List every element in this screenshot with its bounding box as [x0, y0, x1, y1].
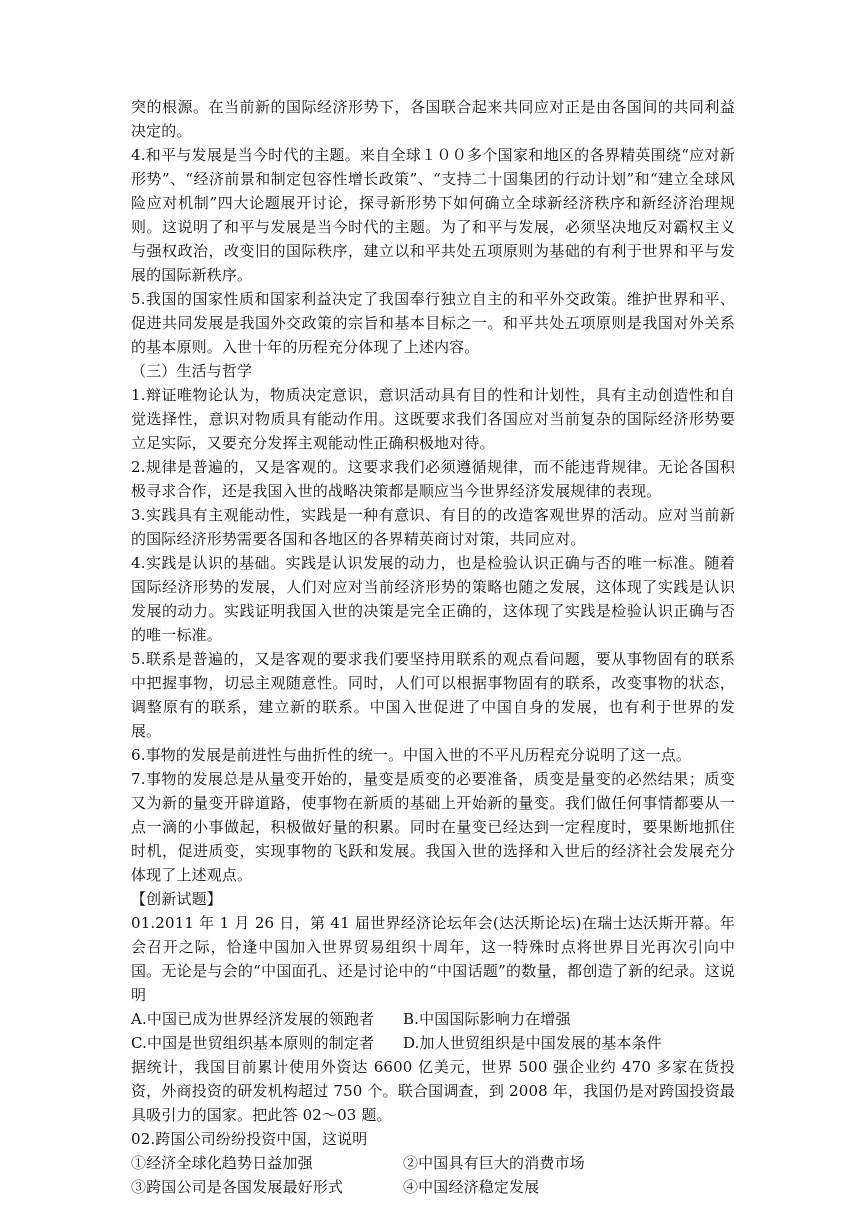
question-02-options-row-2 [131, 1175, 735, 1199]
paragraph-philosophy-6: 6.事物的发展是前进性与曲折性的统一。中国入世的不平凡历程充分说明了这一点。 [131, 746, 692, 764]
option-b: B.中国国际影响力在增强 [403, 1010, 571, 1028]
creative-questions-heading: 【创新试题】 [131, 890, 222, 908]
option-2: ②中国具有巨大的消费市场 [403, 1154, 585, 1172]
question-01-stem: 01.2011 年 1 月 26 日，第 41 届世界经济论坛年会(达沃斯论坛)在瑞士达沃斯开幕。年会召开之际，恰逢中国加入世界贸易组织十周年，这一特殊时点将世界目光再次引向中国。无论是与会的“中国面孔、还是讨论中的“中国话题”的数量，都创造了新的纪录。这说明 [131, 914, 735, 1004]
material-paragraph: 据统计，我国目前累计使用外资达 6600 亿美元，世界 500 强企业约 470 多家在货投资，外商投资的研发机构超过 750 个。联合国调查，到 2008 年，我国仍是对跨国投资最具吸引力的国家。把此答 02～03 题。 [131, 1058, 735, 1124]
paragraph-philosophy-3: 3.实践具有主观能动性，实践是一种有意识、有目的的改造客观世界的活动。应对当前新的国际经济形势需要各国和各地区的各界精英商讨对策，共同应对。 [131, 506, 735, 548]
option-4: ④中国经济稳定发展 [403, 1178, 540, 1196]
option-d: D.加人世贸组织是中国发展的基本条件 [403, 1034, 662, 1052]
option-1: ①经济全球化趋势日益加强 [131, 1154, 313, 1172]
paragraph-philosophy-4: 4.实践是认识的基础。实践是认识发展的动力，也是检验认识正确与否的唯一标准。随着国际经济形势的发展，人们对应对当前经济形势的策略也随之发展，这体现了实践是认识发展的动力。实践证明我国入世的决策是完全正确的，这体现了实践是检验认识正确与否的唯一标准。 [131, 554, 735, 644]
option-3: ③跨国公司是各国发展最好形式 [131, 1178, 344, 1196]
question-02-options-row-1 [131, 1151, 735, 1175]
option-c: C.中国是世贸组织基本原则的制定者 [131, 1034, 375, 1052]
paragraph-peace-development: 4.和平与发展是当今时代的主题。来自全球１００多个国家和地区的各界精英围绕“应对新形势”、“经济前景和制定包容性增长政策”、“支持二十国集团的行动计划”和“建立全球风险应对机制”四大论题展开讨论，探寻新形势下如何确立全球新经济秩序和新经济治理规则。这说明了和平与发展是当今时代的主题。为了和平与发展，必须坚决地反对霸权主义与强权政治，改变旧的国际秩序，建立以和平共处五项原则为基础的有利于世界和平与发展的国际新秩序。 [131, 146, 735, 284]
paragraph-philosophy-5: 5.联系是普遍的，又是客观的要求我们要坚持用联系的观点看问题，要从事物固有的联系中把握事物，切忌主观随意性。同时，人们可以根据事物固有的联系，改变事物的状态，调整原有的联系，建立新的联系。中国入世促进了中国自身的发展，也有利于世界的发展。 [131, 650, 735, 740]
option-a: A.中国已成为世界经济发展的领跑者 [131, 1010, 375, 1028]
question-01-options-row-1 [131, 1007, 735, 1031]
paragraph-philosophy-7: 7.事物的发展总是从量变开始的，量变是质变的必要准备，质变是量变的必然结果；质变又为新的量变开辟道路，使事物在新质的基础上开始新的量变。我们做任何事情都要从一点一滴的小事做起，积极做好量的积累。同时在量变已经达到一定程度时，要果断地抓住时机，促进质变，实现事物的飞跃和发展。我国入世的选择和入世后的经济社会发展充分体现了上述观点。 [131, 770, 735, 884]
document-page [131, 95, 735, 1199]
paragraph-philosophy-1: 1.辩证唯物论认为，物质决定意识，意识活动具有目的性和计划性，具有主动创造性和自觉选择性，意识对物质具有能动作用。这既要求我们各国应对当前复杂的国际经济形势要立足实际，又要充分发挥主观能动性正确积极地对待。 [131, 386, 735, 452]
paragraph-continuation: 突的根源。在当前新的国际经济形势下，各国联合起来共同应对正是由各国间的共同利益决定的。 [131, 98, 735, 140]
section-heading-philosophy: （三）生活与哲学 [131, 362, 253, 380]
paragraph-foreign-policy: 5.我国的国家性质和国家利益决定了我国奉行独立自主的和平外交政策。维护世界和平、促进共同发展是我国外交政策的宗旨和基本目标之一。和平共处五项原则是我国对外关系的基本原则。入世十年的历程充分体现了上述内容。 [131, 290, 735, 356]
paragraph-philosophy-2: 2.规律是普遍的，又是客观的。这要求我们必须遵循规律，而不能违背规律。无论各国积极寻求合作，还是我国入世的战略决策都是顺应当今世界经济发展规律的表现。 [131, 458, 735, 500]
question-02-stem: 02.跨国公司纷纷投资中国，这说明 [131, 1130, 368, 1148]
question-01-options-row-2 [131, 1031, 735, 1055]
